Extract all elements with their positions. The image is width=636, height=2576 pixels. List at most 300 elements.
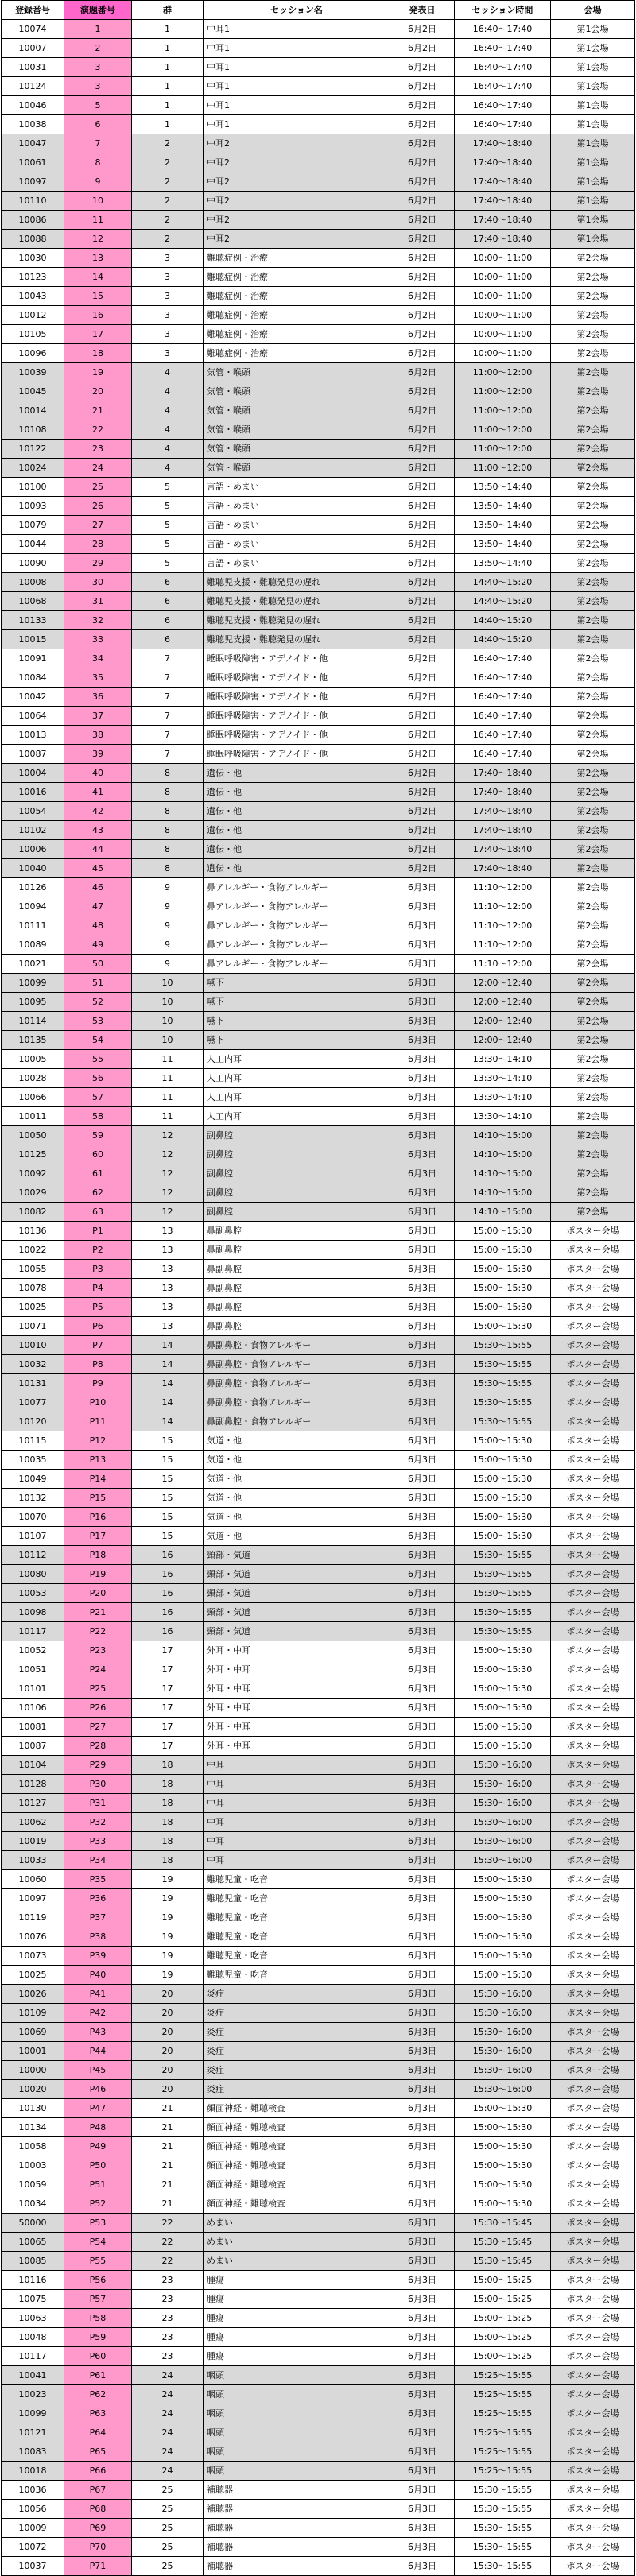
cell-session-time: 15:30～15:55 xyxy=(455,1336,551,1355)
table-row xyxy=(2,268,635,287)
cell-session-name: 言語・めまい xyxy=(204,516,390,535)
cell-presentation-date: 6月3日 xyxy=(390,1470,455,1489)
cell-registration-number: 10109 xyxy=(2,2004,64,2023)
cell-group: 8 xyxy=(132,764,204,783)
cell-group: 18 xyxy=(132,1851,204,1870)
cell-session-time: 15:25～15:55 xyxy=(455,2366,551,2385)
cell-venue: ポスター会場 xyxy=(551,2137,635,2156)
cell-group: 20 xyxy=(132,2080,204,2099)
cell-group: 25 xyxy=(132,2557,204,2576)
table-row xyxy=(2,688,635,707)
cell-group: 8 xyxy=(132,783,204,802)
cell-registration-number: 10128 xyxy=(2,1775,64,1794)
cell-venue: 第1会場 xyxy=(551,39,635,58)
cell-session-time: 17:40～18:40 xyxy=(455,211,551,230)
cell-abstract-number: 63 xyxy=(64,1203,132,1222)
cell-session-time: 16:40～17:40 xyxy=(455,20,551,39)
cell-abstract-number: P41 xyxy=(64,1985,132,2004)
cell-presentation-date: 6月3日 xyxy=(390,2080,455,2099)
cell-venue: ポスター会場 xyxy=(551,1641,635,1660)
cell-venue: ポスター会場 xyxy=(551,1431,635,1451)
cell-presentation-date: 6月2日 xyxy=(390,306,455,325)
cell-registration-number: 10063 xyxy=(2,2309,64,2328)
table-row xyxy=(2,1279,635,1298)
cell-presentation-date: 6月3日 xyxy=(390,2233,455,2252)
cell-group: 3 xyxy=(132,325,204,344)
cell-group: 7 xyxy=(132,745,204,764)
cell-session-time: 15:00～15:30 xyxy=(455,1527,551,1546)
cell-abstract-number: 13 xyxy=(64,249,132,268)
cell-session-name: 中耳1 xyxy=(204,77,390,96)
cell-abstract-number: P67 xyxy=(64,2481,132,2500)
cell-registration-number: 10136 xyxy=(2,1222,64,1241)
cell-presentation-date: 6月2日 xyxy=(390,554,455,573)
cell-group: 10 xyxy=(132,993,204,1012)
cell-venue: 第2会場 xyxy=(551,459,635,478)
cell-group: 24 xyxy=(132,2442,204,2462)
cell-group: 1 xyxy=(132,58,204,77)
cell-presentation-date: 6月2日 xyxy=(390,611,455,630)
cell-venue: 第2会場 xyxy=(551,611,635,630)
cell-venue: ポスター会場 xyxy=(551,1279,635,1298)
cell-abstract-number: P32 xyxy=(64,1813,132,1832)
cell-presentation-date: 6月2日 xyxy=(390,20,455,39)
cell-registration-number: 10114 xyxy=(2,1012,64,1031)
cell-group: 23 xyxy=(132,2290,204,2309)
cell-registration-number: 10061 xyxy=(2,153,64,172)
cell-session-time: 15:00～15:30 xyxy=(455,1451,551,1470)
cell-presentation-date: 6月3日 xyxy=(390,1527,455,1546)
cell-session-name: 難聴児童・吃音 xyxy=(204,1927,390,1947)
cell-presentation-date: 6月3日 xyxy=(390,1947,455,1966)
cell-session-name: 気管・喉頭 xyxy=(204,363,390,382)
cell-session-name: 中耳2 xyxy=(204,192,390,211)
cell-presentation-date: 6月3日 xyxy=(390,2328,455,2347)
table-row xyxy=(2,2347,635,2366)
cell-venue: ポスター会場 xyxy=(551,2385,635,2404)
cell-group: 13 xyxy=(132,1241,204,1260)
cell-abstract-number: P42 xyxy=(64,2004,132,2023)
cell-presentation-date: 6月3日 xyxy=(390,1908,455,1927)
cell-abstract-number: P29 xyxy=(64,1756,132,1775)
cell-registration-number: 10004 xyxy=(2,764,64,783)
cell-session-name: 人工内耳 xyxy=(204,1088,390,1107)
cell-session-name: 気道・他 xyxy=(204,1527,390,1546)
table-row xyxy=(2,1603,635,1622)
cell-session-time: 15:00～15:30 xyxy=(455,2137,551,2156)
cell-registration-number: 10102 xyxy=(2,821,64,840)
table-row xyxy=(2,134,635,153)
cell-venue: 第2会場 xyxy=(551,668,635,688)
cell-presentation-date: 6月2日 xyxy=(390,325,455,344)
cell-session-name: 咽頭 xyxy=(204,2404,390,2423)
cell-registration-number: 10134 xyxy=(2,2118,64,2137)
cell-abstract-number: 19 xyxy=(64,363,132,382)
cell-abstract-number: P26 xyxy=(64,1699,132,1718)
cell-abstract-number: 7 xyxy=(64,134,132,153)
cell-registration-number: 10066 xyxy=(2,1088,64,1107)
header-presentation-date: 発表日 xyxy=(390,1,455,20)
cell-session-time: 15:00～15:30 xyxy=(455,1641,551,1660)
cell-presentation-date: 6月2日 xyxy=(390,783,455,802)
cell-abstract-number: 53 xyxy=(64,1012,132,1031)
cell-session-name: 気管・喉頭 xyxy=(204,420,390,440)
table-row xyxy=(2,1145,635,1164)
cell-session-time: 17:40～18:40 xyxy=(455,840,551,859)
table-row xyxy=(2,230,635,249)
cell-group: 22 xyxy=(132,2252,204,2271)
cell-abstract-number: 49 xyxy=(64,935,132,955)
cell-presentation-date: 6月3日 xyxy=(390,1126,455,1145)
cell-abstract-number: P53 xyxy=(64,2214,132,2233)
cell-registration-number: 10024 xyxy=(2,459,64,478)
cell-session-time: 14:40～15:20 xyxy=(455,630,551,649)
cell-abstract-number: P17 xyxy=(64,1527,132,1546)
cell-session-time: 13:30～14:10 xyxy=(455,1107,551,1126)
cell-registration-number: 10104 xyxy=(2,1756,64,1775)
table-row xyxy=(2,363,635,382)
cell-registration-number: 10123 xyxy=(2,268,64,287)
cell-presentation-date: 6月3日 xyxy=(390,1546,455,1565)
cell-presentation-date: 6月3日 xyxy=(390,2557,455,2576)
cell-presentation-date: 6月3日 xyxy=(390,1298,455,1317)
cell-venue: ポスター会場 xyxy=(551,2042,635,2061)
table-row xyxy=(2,497,635,516)
cell-group: 23 xyxy=(132,2328,204,2347)
cell-session-name: 副鼻腔 xyxy=(204,1164,390,1183)
cell-session-name: 中耳 xyxy=(204,1756,390,1775)
cell-group: 4 xyxy=(132,363,204,382)
cell-presentation-date: 6月2日 xyxy=(390,802,455,821)
cell-session-name: 顔面神経・難聴検査 xyxy=(204,2137,390,2156)
cell-presentation-date: 6月3日 xyxy=(390,897,455,916)
table-row xyxy=(2,611,635,630)
cell-abstract-number: 17 xyxy=(64,325,132,344)
cell-session-name: 副鼻腔 xyxy=(204,1183,390,1203)
table-row xyxy=(2,2156,635,2175)
cell-session-name: 難聴症例・治療 xyxy=(204,306,390,325)
cell-registration-number: 10042 xyxy=(2,688,64,707)
cell-abstract-number: P28 xyxy=(64,1737,132,1756)
cell-group: 2 xyxy=(132,192,204,211)
table-row xyxy=(2,2233,635,2252)
cell-session-name: 中耳1 xyxy=(204,96,390,115)
cell-group: 6 xyxy=(132,573,204,592)
table-row xyxy=(2,2252,635,2271)
cell-session-name: 炎症 xyxy=(204,2023,390,2042)
cell-session-name: 腫瘍 xyxy=(204,2309,390,2328)
cell-presentation-date: 6月3日 xyxy=(390,1603,455,1622)
cell-registration-number: 10023 xyxy=(2,2385,64,2404)
cell-presentation-date: 6月3日 xyxy=(390,1336,455,1355)
cell-registration-number: 10012 xyxy=(2,306,64,325)
cell-presentation-date: 6月2日 xyxy=(390,363,455,382)
cell-group: 24 xyxy=(132,2385,204,2404)
cell-group: 12 xyxy=(132,1183,204,1203)
cell-group: 11 xyxy=(132,1050,204,1069)
cell-venue: ポスター会場 xyxy=(551,2271,635,2290)
cell-registration-number: 10001 xyxy=(2,2042,64,2061)
cell-venue: ポスター会場 xyxy=(551,2366,635,2385)
cell-session-time: 15:25～15:55 xyxy=(455,2404,551,2423)
header-session-name: セッション名 xyxy=(204,1,390,20)
cell-presentation-date: 6月3日 xyxy=(390,2004,455,2023)
cell-registration-number: 10022 xyxy=(2,1241,64,1260)
cell-session-name: 咽頭 xyxy=(204,2462,390,2481)
table-row xyxy=(2,1069,635,1088)
cell-group: 14 xyxy=(132,1393,204,1412)
cell-group: 13 xyxy=(132,1298,204,1317)
cell-session-name: 鼻副鼻腔・食物アレルギー xyxy=(204,1355,390,1374)
cell-venue: 第2会場 xyxy=(551,783,635,802)
cell-venue: 第1会場 xyxy=(551,20,635,39)
cell-registration-number: 10072 xyxy=(2,2538,64,2557)
cell-presentation-date: 6月3日 xyxy=(390,1832,455,1851)
cell-venue: 第2会場 xyxy=(551,268,635,287)
cell-group: 10 xyxy=(132,974,204,993)
cell-venue: ポスター会場 xyxy=(551,1737,635,1756)
cell-session-name: 中耳 xyxy=(204,1813,390,1832)
cell-session-name: 気道・他 xyxy=(204,1431,390,1451)
cell-session-time: 16:40～17:40 xyxy=(455,115,551,134)
cell-session-name: 睡眠呼吸障害・アデノイド・他 xyxy=(204,745,390,764)
table-row xyxy=(2,2481,635,2500)
cell-venue: 第2会場 xyxy=(551,1183,635,1203)
cell-session-time: 12:00～12:40 xyxy=(455,1031,551,1050)
cell-session-time: 15:00～15:25 xyxy=(455,2290,551,2309)
table-row xyxy=(2,344,635,363)
cell-presentation-date: 6月3日 xyxy=(390,1565,455,1584)
table-row xyxy=(2,2557,635,2576)
cell-venue: ポスター会場 xyxy=(551,2500,635,2519)
cell-session-time: 14:10～15:00 xyxy=(455,1183,551,1203)
cell-registration-number: 10037 xyxy=(2,2557,64,2576)
header-row xyxy=(2,1,635,20)
cell-registration-number: 10007 xyxy=(2,39,64,58)
cell-venue: ポスター会場 xyxy=(551,1374,635,1393)
table-row xyxy=(2,993,635,1012)
table-row xyxy=(2,649,635,668)
cell-abstract-number: P12 xyxy=(64,1431,132,1451)
cell-session-time: 11:00～12:00 xyxy=(455,459,551,478)
cell-presentation-date: 6月2日 xyxy=(390,58,455,77)
cell-session-name: 気管・喉頭 xyxy=(204,440,390,459)
cell-registration-number: 10086 xyxy=(2,211,64,230)
cell-session-time: 15:30～16:00 xyxy=(455,1756,551,1775)
cell-session-time: 17:40～18:40 xyxy=(455,192,551,211)
cell-registration-number: 10087 xyxy=(2,745,64,764)
cell-session-name: 頸部・気道 xyxy=(204,1603,390,1622)
cell-venue: 第2会場 xyxy=(551,1031,635,1050)
cell-abstract-number: P68 xyxy=(64,2500,132,2519)
cell-venue: ポスター会場 xyxy=(551,1660,635,1679)
cell-session-time: 17:40～18:40 xyxy=(455,802,551,821)
table-row xyxy=(2,2366,635,2385)
cell-abstract-number: P6 xyxy=(64,1317,132,1336)
cell-group: 12 xyxy=(132,1164,204,1183)
cell-abstract-number: P47 xyxy=(64,2099,132,2118)
cell-registration-number: 10091 xyxy=(2,649,64,668)
cell-venue: 第2会場 xyxy=(551,1145,635,1164)
cell-presentation-date: 6月3日 xyxy=(390,1660,455,1679)
cell-venue: ポスター会場 xyxy=(551,2156,635,2175)
cell-abstract-number: 30 xyxy=(64,573,132,592)
cell-registration-number: 10095 xyxy=(2,993,64,1012)
cell-registration-number: 10011 xyxy=(2,1107,64,1126)
cell-session-name: 遺伝・他 xyxy=(204,859,390,878)
cell-session-name: 睡眠呼吸障害・アデノイド・他 xyxy=(204,688,390,707)
cell-session-time: 15:00～15:30 xyxy=(455,1870,551,1889)
cell-presentation-date: 6月3日 xyxy=(390,1088,455,1107)
cell-session-name: 頸部・気道 xyxy=(204,1565,390,1584)
cell-venue: ポスター会場 xyxy=(551,1718,635,1737)
cell-registration-number: 10078 xyxy=(2,1279,64,1298)
cell-abstract-number: P55 xyxy=(64,2252,132,2271)
cell-venue: ポスター会場 xyxy=(551,1241,635,1260)
cell-registration-number: 10092 xyxy=(2,1164,64,1183)
cell-presentation-date: 6月2日 xyxy=(390,840,455,859)
cell-presentation-date: 6月3日 xyxy=(390,1985,455,2004)
cell-presentation-date: 6月3日 xyxy=(390,1260,455,1279)
cell-registration-number: 10034 xyxy=(2,2194,64,2214)
cell-presentation-date: 6月3日 xyxy=(390,2175,455,2194)
table-row xyxy=(2,1107,635,1126)
cell-venue: 第2会場 xyxy=(551,764,635,783)
cell-session-time: 15:25～15:55 xyxy=(455,2462,551,2481)
cell-venue: 第2会場 xyxy=(551,935,635,955)
table-row xyxy=(2,1527,635,1546)
cell-session-name: 腫瘍 xyxy=(204,2271,390,2290)
cell-session-name: 炎症 xyxy=(204,2042,390,2061)
cell-registration-number: 10014 xyxy=(2,401,64,420)
table-row xyxy=(2,935,635,955)
cell-presentation-date: 6月3日 xyxy=(390,2347,455,2366)
cell-registration-number: 10060 xyxy=(2,1870,64,1889)
cell-session-time: 15:00～15:30 xyxy=(455,2099,551,2118)
cell-abstract-number: 33 xyxy=(64,630,132,649)
cell-abstract-number: P38 xyxy=(64,1927,132,1947)
cell-registration-number: 10005 xyxy=(2,1050,64,1069)
cell-registration-number: 10135 xyxy=(2,1031,64,1050)
cell-venue: 第2会場 xyxy=(551,974,635,993)
cell-presentation-date: 6月3日 xyxy=(390,1050,455,1069)
cell-abstract-number: P69 xyxy=(64,2519,132,2538)
cell-registration-number: 10122 xyxy=(2,440,64,459)
table-row xyxy=(2,1699,635,1718)
cell-session-name: 中耳 xyxy=(204,1832,390,1851)
cell-group: 7 xyxy=(132,688,204,707)
cell-abstract-number: 28 xyxy=(64,535,132,554)
cell-abstract-number: 3 xyxy=(64,77,132,96)
cell-group: 14 xyxy=(132,1355,204,1374)
cell-venue: ポスター会場 xyxy=(551,2328,635,2347)
cell-session-time: 17:40～18:40 xyxy=(455,821,551,840)
cell-presentation-date: 6月3日 xyxy=(390,974,455,993)
cell-registration-number: 10124 xyxy=(2,77,64,96)
cell-venue: 第2会場 xyxy=(551,745,635,764)
table-row xyxy=(2,2023,635,2042)
cell-session-name: 顔面神経・難聴検査 xyxy=(204,2156,390,2175)
cell-abstract-number: P2 xyxy=(64,1241,132,1260)
cell-presentation-date: 6月3日 xyxy=(390,1584,455,1603)
cell-session-name: 気道・他 xyxy=(204,1489,390,1508)
cell-group: 2 xyxy=(132,230,204,249)
cell-abstract-number: 27 xyxy=(64,516,132,535)
cell-group: 23 xyxy=(132,2347,204,2366)
cell-venue: ポスター会場 xyxy=(551,2290,635,2309)
cell-session-time: 15:00～15:30 xyxy=(455,1908,551,1927)
cell-group: 18 xyxy=(132,1832,204,1851)
cell-abstract-number: P56 xyxy=(64,2271,132,2290)
cell-session-name: 咽頭 xyxy=(204,2385,390,2404)
table-row xyxy=(2,535,635,554)
cell-group: 15 xyxy=(132,1431,204,1451)
cell-group: 19 xyxy=(132,1889,204,1908)
cell-group: 21 xyxy=(132,2137,204,2156)
cell-abstract-number: 62 xyxy=(64,1183,132,1203)
cell-session-time: 13:30～14:10 xyxy=(455,1069,551,1088)
cell-group: 8 xyxy=(132,840,204,859)
cell-session-name: 鼻副鼻腔 xyxy=(204,1241,390,1260)
cell-registration-number: 10064 xyxy=(2,707,64,726)
cell-abstract-number: P24 xyxy=(64,1660,132,1679)
cell-session-time: 17:40～18:40 xyxy=(455,153,551,172)
cell-abstract-number: 10 xyxy=(64,192,132,211)
cell-session-time: 13:30～14:10 xyxy=(455,1050,551,1069)
cell-presentation-date: 6月3日 xyxy=(390,1031,455,1050)
cell-venue: ポスター会場 xyxy=(551,2252,635,2271)
cell-group: 9 xyxy=(132,916,204,935)
cell-registration-number: 10032 xyxy=(2,1355,64,1374)
cell-presentation-date: 6月3日 xyxy=(390,2423,455,2442)
cell-group: 2 xyxy=(132,134,204,153)
cell-registration-number: 10088 xyxy=(2,230,64,249)
cell-session-time: 15:00～15:30 xyxy=(455,1737,551,1756)
cell-presentation-date: 6月2日 xyxy=(390,764,455,783)
cell-presentation-date: 6月3日 xyxy=(390,2061,455,2080)
table-row xyxy=(2,459,635,478)
cell-venue: ポスター会場 xyxy=(551,1966,635,1985)
cell-group: 6 xyxy=(132,592,204,611)
cell-venue: ポスター会場 xyxy=(551,1622,635,1641)
cell-venue: 第2会場 xyxy=(551,821,635,840)
cell-session-time: 11:10～12:00 xyxy=(455,916,551,935)
cell-session-time: 17:40～18:40 xyxy=(455,859,551,878)
cell-registration-number: 10080 xyxy=(2,1565,64,1584)
cell-presentation-date: 6月3日 xyxy=(390,955,455,974)
cell-venue: 第2会場 xyxy=(551,592,635,611)
cell-venue: 第1会場 xyxy=(551,58,635,77)
header-abstract-number: 演題番号 xyxy=(64,1,132,20)
table-row xyxy=(2,1374,635,1393)
cell-registration-number: 10083 xyxy=(2,2442,64,2462)
cell-venue: ポスター会場 xyxy=(551,1508,635,1527)
cell-session-name: 顔面神経・難聴検査 xyxy=(204,2194,390,2214)
cell-registration-number: 10020 xyxy=(2,2080,64,2099)
cell-abstract-number: P25 xyxy=(64,1679,132,1699)
cell-session-time: 15:30～15:55 xyxy=(455,1355,551,1374)
cell-registration-number: 10010 xyxy=(2,1336,64,1355)
cell-abstract-number: P10 xyxy=(64,1393,132,1412)
cell-group: 2 xyxy=(132,153,204,172)
cell-session-time: 11:10～12:00 xyxy=(455,897,551,916)
cell-presentation-date: 6月3日 xyxy=(390,1622,455,1641)
cell-abstract-number: 34 xyxy=(64,649,132,668)
cell-session-time: 15:00～15:30 xyxy=(455,1470,551,1489)
cell-group: 24 xyxy=(132,2366,204,2385)
cell-group: 17 xyxy=(132,1679,204,1699)
cell-session-name: 鼻副鼻腔 xyxy=(204,1298,390,1317)
